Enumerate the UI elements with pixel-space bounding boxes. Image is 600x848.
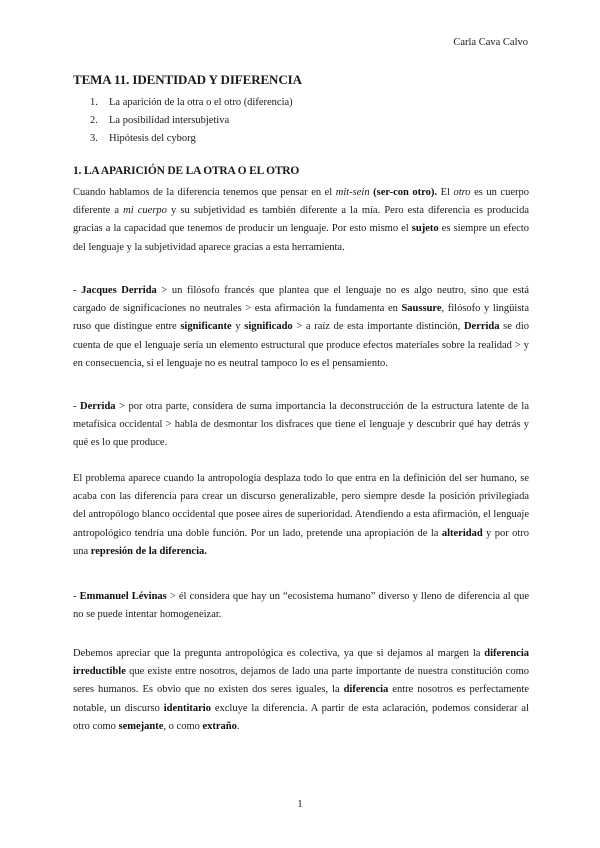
page-number: 1 [297, 798, 303, 810]
section-heading: 1. LA APARICIÓN DE LA OTRA O EL OTRO [73, 165, 300, 177]
toc-item-number: 2. [90, 115, 98, 126]
toc-item [90, 112, 293, 130]
paragraph-intro: Cuando hablamos de la diferencia tenemos que pensar en el mit-sein (ser-con otro). El otro es un cuerpo diferente a mi cuerpo y su subjetividad es también diferente a la mía. Pero esta diferencia es producida gracias a la capacidad que tenemos de producir un lenguaje. Por esto mismo el sujeto es siempre un efecto del lenguaje y la subjetividad aparece gracias a esta herramienta. [73, 187, 529, 253]
header-author: Carla Cava Calvo [453, 37, 528, 48]
toc-item [90, 130, 293, 148]
toc-item-label: Hipótesis del cyborg [109, 133, 196, 144]
paragraph-deconstruction: - Derrida > por otra parte, considera de suma importancia la deconstrucción de la estructura latente de la metafísica occidental > habla de desmontar los disfraces que tiene el lenguaje y descubrir qué hay detrás y qué es lo que produce. [73, 401, 530, 449]
paragraph-conclusion: Debemos apreciar que la pregunta antropológica es colectiva, ya que si dejamos al margen la diferencia irreductible que existe entre nosotros, dejamos de lado una parte importante de nuestra constitución como seres humanos. Es obvio que no existen dos seres iguales, la diferencia entre nosotros es perfectamente notable, un discurso identitario excluye la diferencia. A partir de esta aclaración, podemos considerar al otro como semejante, o como extraño. [73, 648, 529, 732]
toc-item-number: 3. [90, 133, 98, 144]
paragraph-levinas: - Emmanuel Lévinas > él considera que hay un “ecosistema humano” diverso y lleno de diferencia al que no se puede intentar homogeneizar. [73, 591, 529, 621]
paragraph-derrida: - Jacques Derrida > un filósofo francés que plantea que el lenguaje no es algo neutro, sino que está cargado de significaciones no neutrales > esta afirmación la fundamenta en Saussure, filósofo y lingüista ruso que distingue entre significante y significado > a raíz de esta importante distinción, Derrida se dio cuenta de que el lenguaje sería un elemento estructural que produce efectos materiales sobre la realidad > y en consecuencia, si el lenguaje no es neutral tampoco lo es el pensamiento. [73, 285, 529, 369]
toc-item-number: 1. [90, 97, 98, 108]
table-of-contents [90, 94, 293, 148]
page-title: TEMA 11. IDENTIDAD Y DIFERENCIA [73, 72, 302, 87]
toc-item-label: La aparición de la otra o el otro (diferencia) [109, 97, 293, 108]
toc-item-label: La posibilidad intersubjetiva [109, 115, 230, 126]
paragraph-anthropology: El problema aparece cuando la antropología desplaza todo lo que entra en la definición del ser humano, se acaba con las diferencia para crear un discurso generalizable, pero siempre desde la posición privilegiada del antropólogo blanco occidental que posee aires de superioridad. Atendiendo a esta afirmación, el lenguaje antropológico tendría una doble función. Por un lado, pretende una apropiación de la alteridad y por otro una represión de la diferencia. [73, 473, 529, 557]
toc-item [90, 94, 293, 112]
